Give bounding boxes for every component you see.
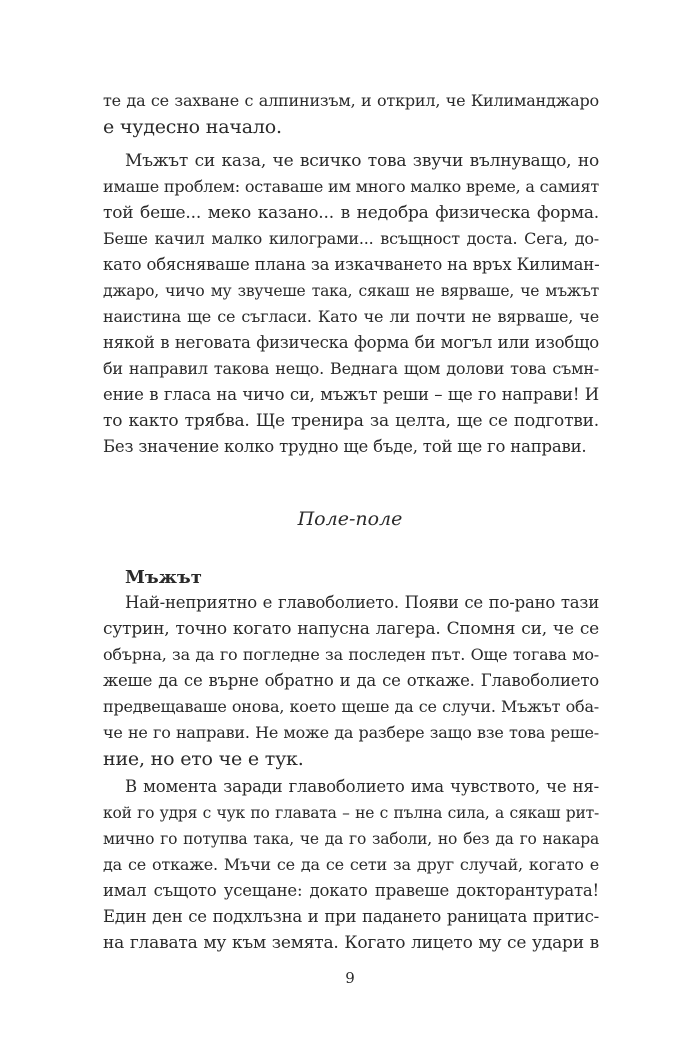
text-line: те да се захване с алпинизъм, и открил, че Килиманджаро (103, 91, 599, 110)
text-line: сутрин, точно когато напусна лагера. Спомня си, че се (103, 619, 599, 639)
subheading: Мъжът (125, 567, 202, 588)
text-line: Без значение колко трудно ще бъде, той ще го направи. (103, 437, 587, 456)
text-line: Беше качил малко килограми... всъщност доста. Сега, до- (103, 229, 599, 248)
text-line: да се откаже. Мъчи се да се сети за друг случай, когато е (103, 855, 599, 874)
text-line: В момента заради главоболието има чувството, че ня- (125, 777, 599, 796)
text-line: жеше да се върне обратно и да се откаже. Главоболието (103, 671, 599, 690)
text-line: ние, но ето че е тук. (103, 748, 304, 770)
text-line: Един ден се подхлъзна и при падането раницата притис- (103, 907, 599, 926)
text-line: като обясняваше плана за изкачването на връх Килиман- (103, 255, 600, 274)
text-line: обърна, за да го погледне за последен път. Още тогава мо- (103, 645, 599, 664)
section-heading: Поле-поле (297, 508, 403, 530)
text-line: ение в гласа на чичо си, мъжът реши – ще го направи! И (103, 385, 599, 404)
text-line: джаро, чичо му звучеше така, сякаш не вярваше, че мъжът (103, 282, 599, 300)
text-line: би направил такова нещо. Веднага щом долови това съмн- (103, 359, 599, 378)
text-line: на главата му към земята. Когато лицето му се удари в (103, 933, 599, 953)
text-line: имаше проблем: оставаше им много малко време, а самият (103, 177, 599, 196)
text-line: Най-неприятно е главоболието. Появи се по-рано тази (125, 593, 599, 612)
text-line: мично го потупва така, че да го заболи, но без да го накара (103, 830, 599, 848)
text-line: имал същото усещане: докато правеше докторантурата! (103, 881, 599, 900)
text-line: то както трябва. Ще тренира за целта, ще се подготви. (103, 411, 599, 431)
text-line: някой в неговата физическа форма би могъл или изобщо (103, 333, 599, 352)
text-line: че не го направи. Не може да разбере защо взе това реше- (103, 723, 599, 742)
text-line: предвещаваше онова, което щеше да се случи. Мъжът оба- (103, 697, 599, 716)
page-number: 9 (345, 969, 355, 987)
text-line: е чудесно начало. (103, 116, 282, 138)
text-line: наистина ще се съгласи. Като че ли почти не вярваше, че (103, 307, 599, 326)
text-line: Мъжът си каза, че всичко това звучи вълнуващо, но (125, 151, 599, 171)
text-line: кой го удря с чук по главата – не с пълна сила, а сякаш рит- (103, 804, 599, 822)
text-line: той беше... меко казано... в недобра физическа форма. (103, 203, 599, 223)
